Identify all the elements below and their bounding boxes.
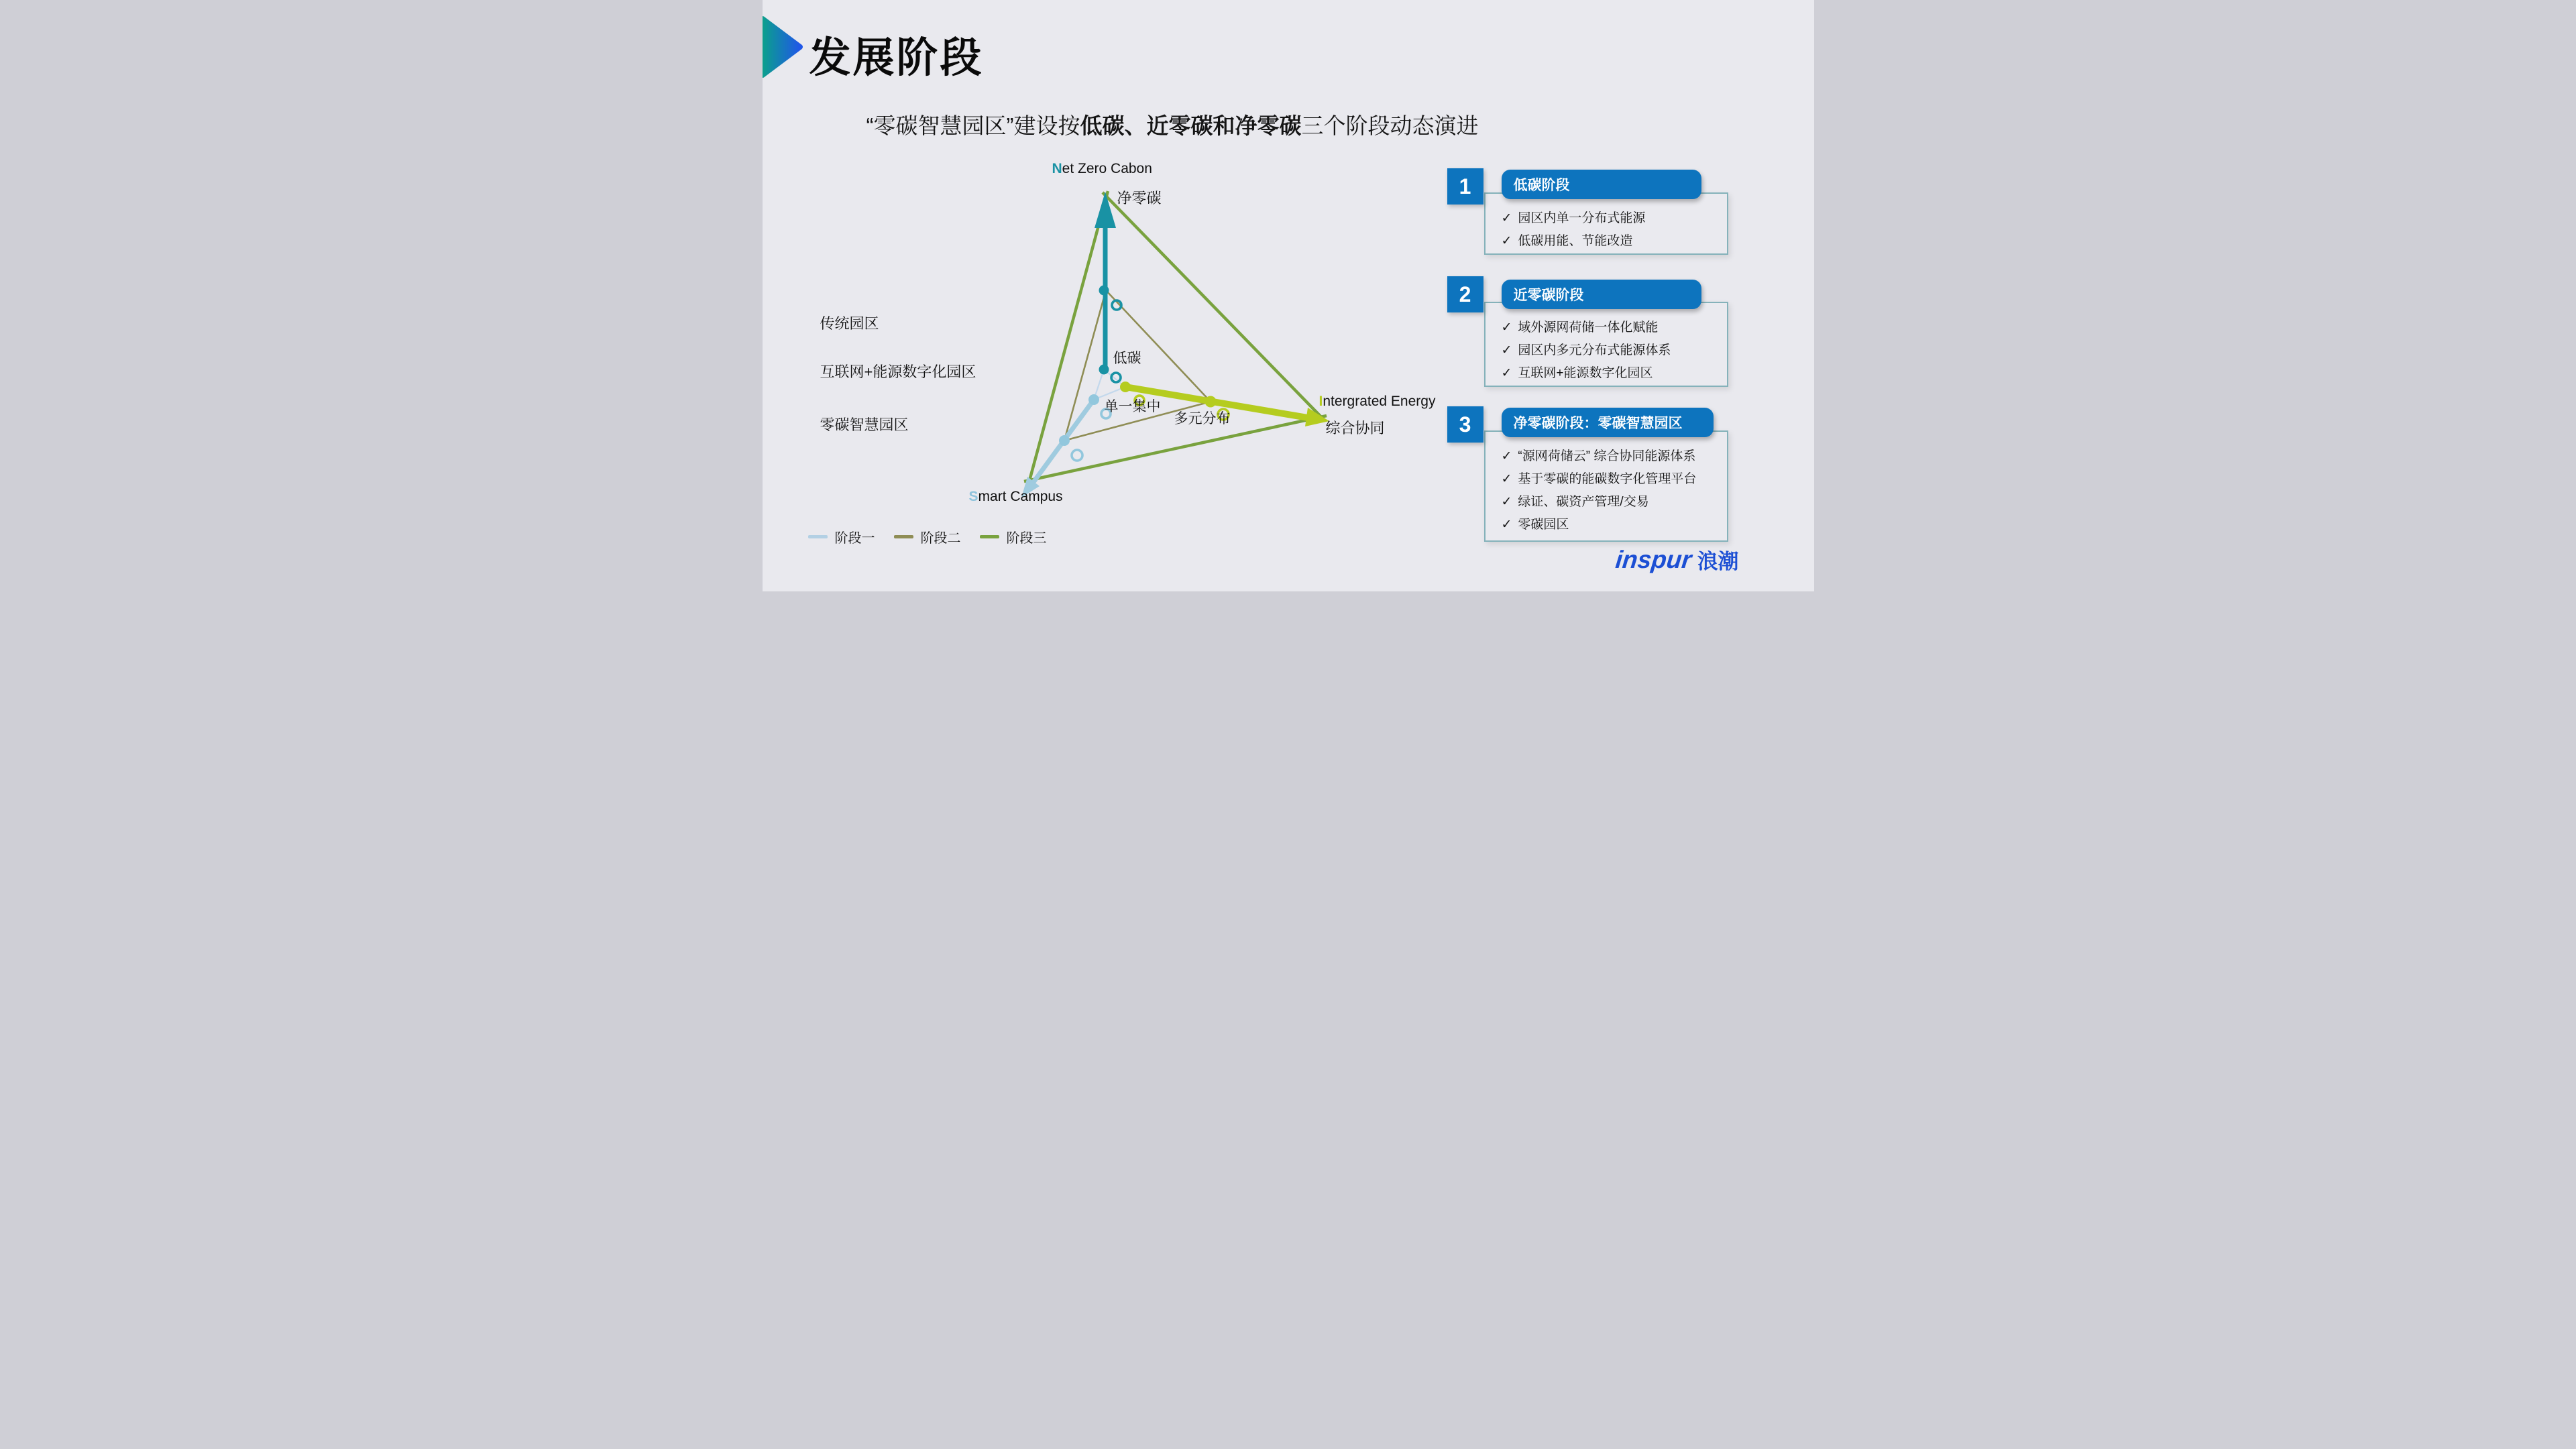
stage-bullet-text: 绿证、碳资产管理/交易 bbox=[1518, 495, 1649, 509]
stage-bullet bbox=[1502, 491, 1727, 514]
node-label-single-centralized: 单一集中 bbox=[1104, 399, 1161, 414]
check-icon bbox=[1502, 491, 1512, 514]
legend-item-stage3 bbox=[980, 527, 1047, 546]
stage1-title-pill: 低碳阶段 bbox=[1502, 170, 1701, 199]
legend-label-stage3: 阶段三 bbox=[1006, 531, 1047, 546]
legend-label-stage2: 阶段二 bbox=[920, 531, 961, 546]
smart-campus-axis-arrow bbox=[1021, 400, 1094, 498]
stage1-node-integrated-axis bbox=[1120, 382, 1131, 392]
legend-label-stage1: 阶段一 bbox=[834, 531, 875, 546]
check-icon bbox=[1502, 445, 1512, 468]
check-icon bbox=[1502, 468, 1512, 491]
stage-bullet bbox=[1502, 468, 1727, 491]
stage2-title-pill: 近零碳阶段 bbox=[1502, 280, 1701, 309]
stage-bullet-text: 园区内单一分布式能源 bbox=[1518, 211, 1646, 225]
check-icon bbox=[1502, 316, 1512, 339]
check-icon bbox=[1502, 207, 1512, 230]
stage2-content-box bbox=[1484, 302, 1728, 387]
node-label-multi-distributed: 多元分布 bbox=[1174, 411, 1231, 426]
subtitle-suffix: 三个阶段动态演进 bbox=[1301, 113, 1479, 138]
diagram-legend bbox=[808, 527, 1047, 546]
axis-label-smart-campus: Smart Campus bbox=[968, 489, 1063, 504]
stage-bullet-text: 域外源网荷储一体化赋能 bbox=[1518, 321, 1659, 335]
stage-bullet bbox=[1502, 362, 1727, 385]
stage2-number: 2 bbox=[1447, 276, 1483, 312]
side-label-traditional-campus: 传统园区 bbox=[820, 315, 879, 332]
stage-bullet bbox=[1502, 514, 1727, 536]
stage-bullet-text: 园区内多元分布式能源体系 bbox=[1518, 343, 1671, 357]
stage-bullet-text: 低碳用能、节能改造 bbox=[1518, 234, 1633, 248]
check-icon bbox=[1502, 230, 1512, 253]
check-icon bbox=[1502, 339, 1512, 362]
legend-item-stage2 bbox=[894, 527, 961, 546]
stage3-number: 3 bbox=[1447, 406, 1483, 443]
axis-label-integrated-en: Intergrated Energy bbox=[1319, 394, 1436, 409]
side-label-internet-energy-campus: 互联网+能源数字化园区 bbox=[820, 363, 976, 380]
stage2-node-integrated-axis bbox=[1205, 396, 1216, 408]
legend-swatch-stage3 bbox=[980, 535, 999, 538]
stage-bullet-text: 零碳园区 bbox=[1518, 518, 1569, 532]
stage-bullet bbox=[1502, 339, 1727, 362]
node-label-low-carbon: 低碳 bbox=[1113, 351, 1141, 366]
axis-label-net-zero-en: Net Zero Cabon bbox=[1052, 161, 1152, 176]
axis-label-net-zero-cn: 净零碳 bbox=[1117, 190, 1162, 207]
check-icon bbox=[1502, 514, 1512, 536]
stage1-number: 1 bbox=[1447, 168, 1483, 205]
stage-bullet-text: 互联网+能源数字化园区 bbox=[1518, 366, 1653, 380]
subtitle-prefix: “零碳智慧园区”建设按 bbox=[866, 113, 1080, 138]
stage2-node-smart-campus-axis bbox=[1059, 435, 1070, 446]
stage-bullet bbox=[1502, 230, 1727, 253]
stage-bullet bbox=[1502, 445, 1727, 468]
inspur-logo-cn: 浪潮 bbox=[1697, 550, 1739, 573]
legend-swatch-stage2 bbox=[894, 535, 913, 538]
net-zero-axis-arrow bbox=[1095, 192, 1116, 371]
slide bbox=[763, 0, 1814, 591]
stage-bullet bbox=[1502, 316, 1727, 339]
subtitle-emphasis: 低碳、近零碳和净零碳 bbox=[1080, 113, 1302, 138]
stage-bullet-text: “源网荷储云” 综合协同能源体系 bbox=[1518, 449, 1696, 463]
legend-swatch-stage1 bbox=[808, 535, 828, 538]
stage2-ring-smart-campus-axis bbox=[1072, 450, 1082, 461]
inspur-logo-en: inspur bbox=[1614, 545, 1693, 573]
stage2-node-net-zero-axis bbox=[1099, 286, 1109, 296]
axis-label-integrated-cn: 综合协同 bbox=[1325, 420, 1385, 437]
stage1-node-net-zero-axis bbox=[1099, 365, 1109, 375]
stage3-content-box bbox=[1484, 430, 1728, 542]
stage-bullet-text: 基于零碳的能碳数字化管理平台 bbox=[1518, 472, 1697, 486]
stage1-content-box bbox=[1484, 192, 1728, 255]
legend-item-stage1 bbox=[808, 527, 875, 546]
page-title: 发展阶段 bbox=[809, 35, 984, 81]
side-label-zero-carbon-campus: 零碳智慧园区 bbox=[820, 416, 909, 433]
inspur-logo bbox=[1616, 544, 1739, 575]
stage-bullet bbox=[1502, 207, 1727, 230]
check-icon bbox=[1502, 362, 1512, 385]
stage3-title-pill: 净零碳阶段：零碳智慧园区 bbox=[1502, 408, 1714, 437]
stage1-node-smart-campus-axis bbox=[1088, 394, 1099, 405]
